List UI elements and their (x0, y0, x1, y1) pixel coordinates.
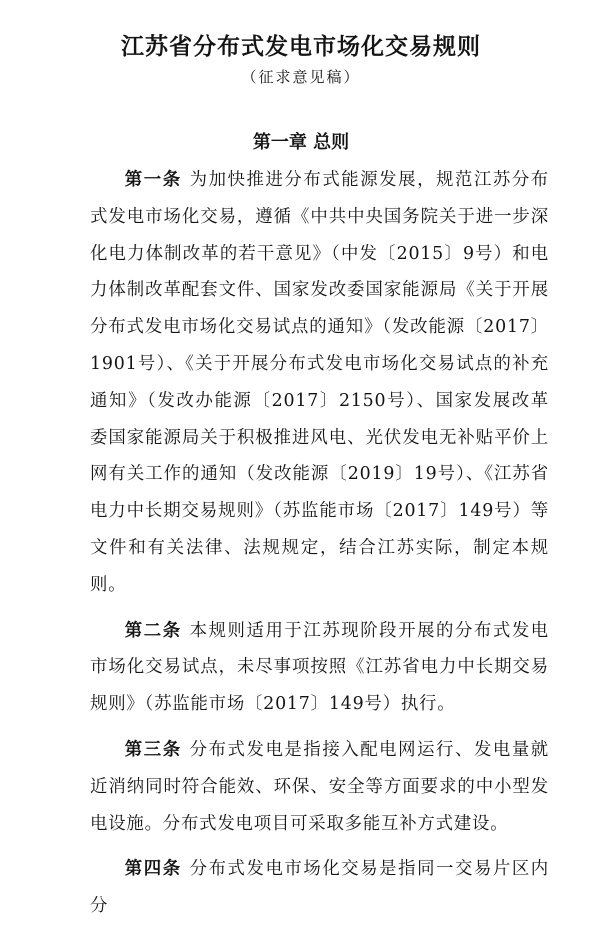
article-4 (90, 851, 549, 925)
article-number: 第二条 (124, 620, 182, 641)
article-number: 第一条 (124, 170, 182, 190)
article-3 (90, 732, 549, 842)
article-text: 分布式发电是指接入配电网运行、发电量就近消纳同时符合能效、环保、安全等方面要求的中小型发电设施。分布式发电项目可采取多能互补方式建设。 (90, 739, 549, 834)
article-1 (90, 162, 549, 604)
document-body (90, 162, 549, 934)
document-subtitle: （征求意见稿） (241, 68, 361, 86)
article-text: 分布式发电市场化交易是指同一交易片区内分 (90, 859, 549, 917)
article-text: 为加快推进分布式能源发展，规范江苏分布式发电市场化交易，遵循《中共中央国务院关于进一步深化电力体制改革的若干意见》（中发〔2015〕9号）和电力体制改革配套文件、国家发改委国家能源局《关于开展分布式发电市场化交易试点的通知》（发改能源〔2017〕1901号）、《关于开展分布式发电市场化交易试点的补充通知》（发改办能源〔2017〕2150号）、国家发展改革委国家能源局关于积极推进风电、光伏发电无补贴平价上网有关工作的通知（发改能源〔2019〕19号）、《江苏省电力中长期交易规则》（苏监能市场〔2017〕149号）等文件和有关法律、法规规定，结合江苏实际，制定本规则。 (90, 170, 549, 595)
article-text: 本规则适用于江苏现阶段开展的分布式发电市场化交易试点，未尽事项按照《江苏省电力中长期交易规则》（苏监能市场〔2017〕149号）执行。 (90, 620, 549, 715)
article-number: 第四条 (124, 859, 182, 880)
article-number: 第三条 (124, 739, 182, 760)
document-title: 江苏省分布式发电市场化交易规则 (121, 34, 481, 60)
article-2 (90, 613, 549, 723)
chapter-heading: 第一章 总则 (252, 132, 350, 153)
